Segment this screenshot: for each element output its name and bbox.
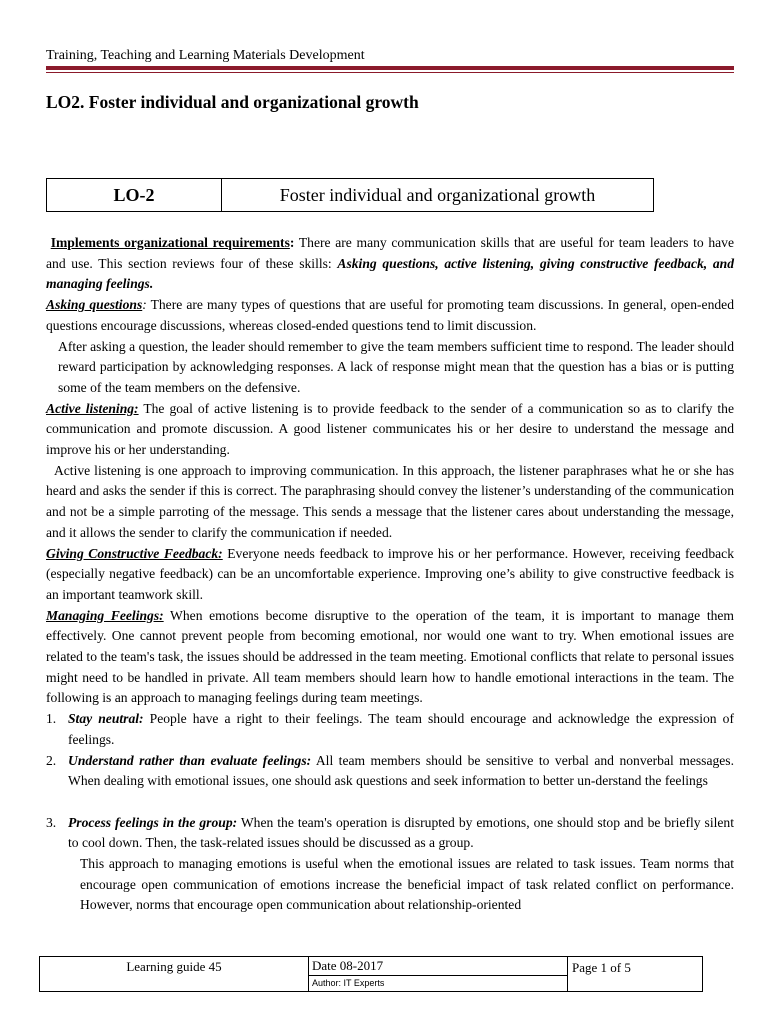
feelings-text: When emotions become disruptive to the operation of the team, it is important to manage them effectively. One cannot prevent people from becoming emotional, nor would one want to try. When emotional issues are related to the team's task, the issues should be addressed in the team meeting. Emotional conflicts that relate to personal issues might need to be handled in private. All team members should learn how to handle emotional interactions in the team. The following is an approach to managing feelings during team meetings. (46, 607, 734, 706)
list-number: 2. (46, 752, 57, 768)
requirements-label: Implements organizational requirements (50, 235, 290, 250)
feedback-text: Everyone needs feedback to improve his or her performance. However, receiving feedback (especially negative feedback) can be an uncomfortable experience. Improving one’s ability to give constructive feedback is an important teamwork skill. (46, 545, 735, 602)
active-label: Active listening: (46, 400, 139, 416)
paragraph-feelings (46, 606, 734, 710)
asking-text: There are many types of questions that are useful for promoting team discussions. In general, open-ended questions encourage discussions, whereas closed-ended questions tend to limit discussion. (46, 297, 734, 333)
section-heading: LO2. Foster individual and organizational growth (46, 92, 419, 112)
list-item (46, 709, 734, 750)
skills-list: Asking questions, active listening, giving constructive feedback, and managing feelings. (46, 255, 735, 292)
footer-page-number: Page 1 of 5 (572, 960, 631, 975)
page-footer (39, 956, 703, 992)
list-number: 3. (46, 814, 57, 830)
lo-title-cell: Foster individual and organizational growth (279, 184, 596, 205)
list-text: When the team's operation is disrupted by emotions, one should stop and be briefly silent to cool down. Then, the task-related issues should be discussed as a group. (68, 814, 734, 851)
asking-label: Asking questions (46, 297, 143, 313)
list-text: All team members should be sensitive to verbal and nonverbal messages. When dealing with emotional issues, one should ask questions and seek information to better un-derstand the feelings (68, 752, 734, 789)
header-rule-thick (46, 66, 734, 70)
paragraph-active (46, 399, 734, 461)
paragraph-active-2 (46, 461, 734, 544)
feedback-label: Giving Constructive Feedback: (46, 545, 223, 561)
list-item (46, 813, 734, 854)
body-text (46, 233, 734, 916)
footer-date-author (309, 957, 568, 991)
lo-code-cell: LO-2 (47, 179, 222, 211)
list-number: 1. (46, 711, 57, 727)
footer-author: Author: IT Experts (312, 978, 385, 988)
list-text: People have a right to their feelings. The team should encourage and acknowledge the expression of feelings. (68, 711, 734, 747)
feelings-label: Managing Feelings: (46, 607, 164, 623)
footer-date: Date 08-2017 (309, 957, 567, 976)
requirements-text: There are many communication skills that are useful for team leaders to have and use. This section reviews four of these skills: (46, 235, 734, 271)
list-label: Process feelings in the group: (68, 814, 238, 830)
header-rule-thin (46, 72, 734, 73)
paragraph-closing: This approach to managing emotions is useful when the emotional issues are related to task issues. Team norms that encourage open communication of emotions increase the beneficial impact of task related conflict on performance. However, norms that encourage open communication about relationship-oriented (80, 856, 734, 913)
footer-guide: Learning guide 45 (40, 957, 309, 991)
document-header-title: Training, Teaching and Learning Materials Development (46, 48, 365, 63)
list-item (46, 751, 734, 792)
lo-table (46, 178, 654, 212)
list-label: Stay neutral: (68, 711, 144, 727)
paragraph-requirements: Implements organizational requirements: There are many communication skills that are useful for team leaders to have and use. This section reviews four of these skills: Asking questions, active listening, giving constructive feedback, and managing feelings. (46, 235, 735, 292)
paragraph-asking-2: After asking a question, the leader should remember to give the team members sufficient time to respond. The leader should reward participation by acknowledging responses. A lack of response might mean that the question has a bias or is putting some of the team members on the defensive. (58, 338, 734, 395)
list-label: Understand rather than evaluate feelings: (68, 752, 312, 768)
active-text-2: Active listening is one approach to improving communication. In this approach, the listener paraphrases what he or she has heard and asks the sender if this is correct. The paraphrasing should convey the listener’s understanding of the communication and not be a simple parroting of the message. This sends a message that the listener cares about understanding the message, and it allows the sender to clarify the communication if needed. (46, 462, 735, 540)
paragraph-asking: Asking questions: There are many types of questions that are useful for promoting team discussions. In general, open-ended questions encourage discussions, whereas closed-ended questions tend to limit discussion. (46, 297, 734, 333)
active-text: The goal of active listening is to provide feedback to the sender of a communication so as to clarify the communication and promote discussion. A good listener communicates his or her desire to understand the message and improve his or her understanding. (46, 400, 735, 458)
paragraph-feedback (46, 544, 734, 606)
